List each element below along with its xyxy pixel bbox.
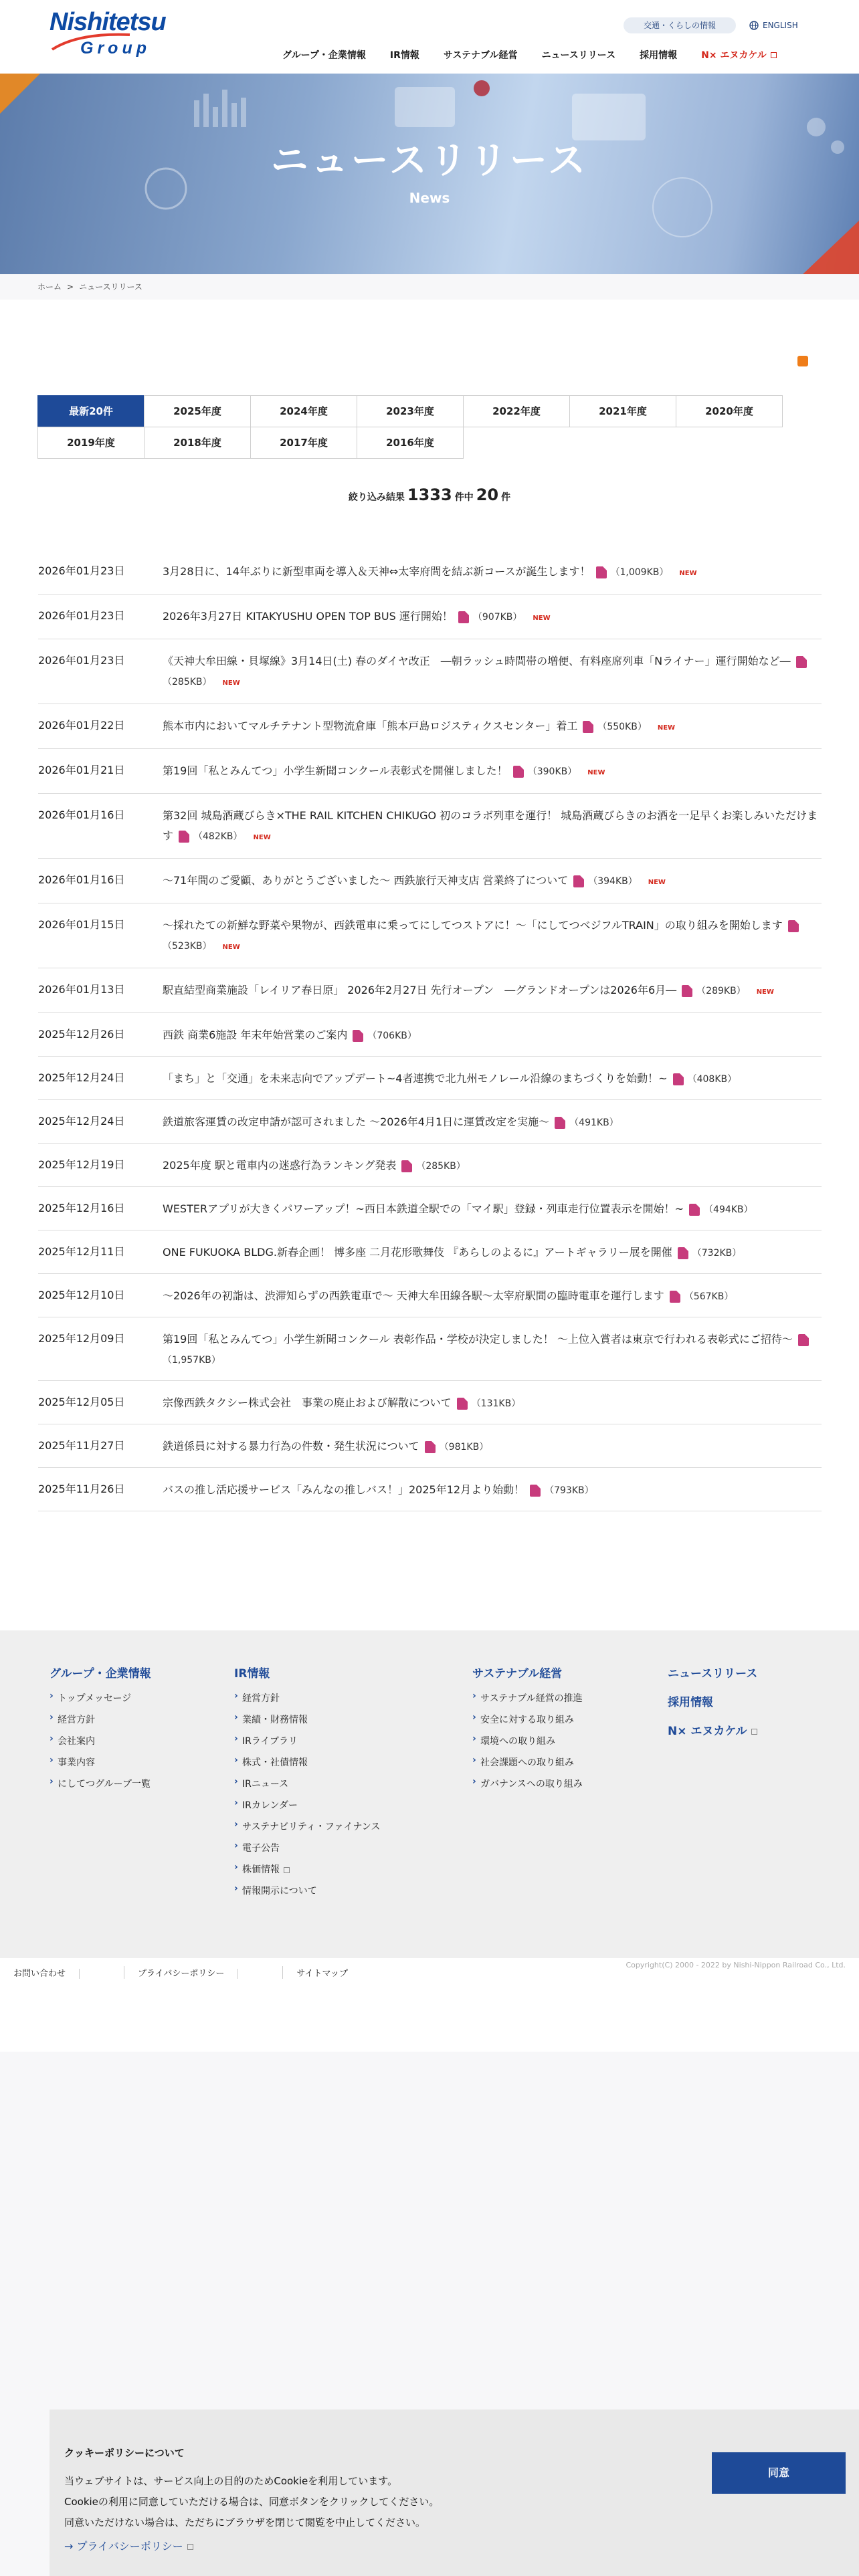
- external-link-icon: [84, 1971, 110, 1977]
- new-badge: NEW: [587, 769, 605, 776]
- globe-icon: [749, 21, 759, 30]
- external-link-icon: [242, 1971, 269, 1977]
- stock-label: 株価情報: [242, 1864, 280, 1875]
- news-item: [38, 1317, 822, 1381]
- file-size: （793KB）: [545, 1485, 594, 1496]
- nav-recruit[interactable]: 採用情報: [640, 50, 678, 61]
- news-title-link[interactable]: ONE FUKUOKA BLDG.新春企画！ 博多座 二月花形歌舞伎 『あらしのよるに』アートギャラリー展を開催: [163, 1246, 672, 1259]
- tab-2017[interactable]: 2017年度: [250, 427, 357, 459]
- english-link[interactable]: [749, 17, 798, 33]
- news-body: [163, 806, 822, 848]
- pdf-icon: [796, 656, 807, 668]
- pdf-icon: [401, 1160, 412, 1172]
- year-tabs: [38, 396, 783, 459]
- footer-link[interactable]: › 経営方針: [50, 1713, 151, 1726]
- nav-news[interactable]: ニュースリリース: [541, 50, 616, 61]
- file-size: （482KB）: [193, 831, 243, 842]
- footer-sitemap: [0, 1630, 859, 1958]
- new-badge: NEW: [756, 988, 774, 996]
- site-header: [0, 0, 859, 74]
- news-date: 2026年01月15日: [38, 918, 125, 931]
- breadcrumb-home[interactable]: ホーム: [37, 282, 62, 292]
- pdf-icon: [673, 1073, 684, 1085]
- footer-link[interactable]: › 社会課題への取り組み: [472, 1755, 583, 1769]
- news-date: 2025年11月26日: [38, 1483, 125, 1495]
- result-total: 1333: [407, 486, 452, 504]
- new-badge: NEW: [533, 615, 551, 622]
- footer-link[interactable]: › 事業内容: [50, 1755, 151, 1769]
- result-shown: 20: [476, 486, 499, 504]
- file-size: （1,009KB）: [610, 567, 669, 578]
- cookie-privacy-link[interactable]: [64, 2538, 193, 2553]
- file-size: （390KB）: [527, 766, 577, 777]
- tab-2018[interactable]: 2018年度: [144, 427, 251, 459]
- news-date: 2026年01月13日: [38, 983, 125, 996]
- footer-link[interactable]: › 経営方針: [234, 1691, 380, 1705]
- news-item: [38, 1057, 822, 1100]
- new-badge: NEW: [648, 879, 666, 886]
- news-body: [163, 651, 822, 693]
- tab-2016[interactable]: 2016年度: [357, 427, 464, 459]
- tab-2023[interactable]: 2023年度: [357, 395, 464, 427]
- news-date: 2025年12月19日: [38, 1158, 125, 1171]
- news-date: 2025年12月10日: [38, 1289, 125, 1301]
- footer-link-stock[interactable]: [234, 1862, 380, 1876]
- file-size: （1,957KB）: [163, 1355, 221, 1366]
- copyright: Copyright(C) 2000 - 2022 by Nishi-Nippon Railroad Co., Ltd.: [626, 1961, 846, 1969]
- news-list: [38, 550, 822, 1511]
- news-item: [38, 1144, 822, 1187]
- news-title-link[interactable]: 《天神大牟田線・貝塚線》3月14日(土) 春のダイヤ改正 ―朝ラッシュ時間帯の増便、有料座席列車「Nライナー」運行開始など―: [163, 655, 791, 667]
- news-date: 2025年12月24日: [38, 1071, 125, 1084]
- pdf-icon: [788, 920, 799, 932]
- news-date: 2025年12月11日: [38, 1245, 125, 1258]
- tab-2022[interactable]: 2022年度: [463, 395, 570, 427]
- news-body: [163, 1199, 822, 1220]
- news-item: [38, 968, 822, 1013]
- pdf-icon: [670, 1291, 680, 1303]
- news-item: [38, 704, 822, 749]
- news-date: 2026年01月22日: [38, 719, 125, 732]
- nishitetsu-logo[interactable]: [50, 8, 183, 66]
- news-date: 2025年12月24日: [38, 1115, 125, 1128]
- cookie-line: 当ウェブサイトは、サービス向上の目的のためCookieを利用しています。: [64, 2475, 398, 2487]
- news-title-link[interactable]: 2026年3月27日 KITAKYUSHU OPEN TOP BUS 運行開始！: [163, 610, 453, 623]
- nav-nkakeru[interactable]: [701, 48, 777, 62]
- footer-link[interactable]: › サステナブル経営の推進: [472, 1691, 583, 1705]
- new-badge: NEW: [657, 724, 676, 732]
- cookie-title: クッキーポリシーについて: [64, 2447, 185, 2459]
- sitemap-link[interactable]: サイトマップ: [296, 1969, 348, 1979]
- news-body: [163, 1156, 822, 1176]
- new-badge: NEW: [222, 944, 240, 951]
- news-body: [163, 871, 822, 893]
- external-link-icon: [771, 52, 777, 58]
- privacy-label: プライバシーポリシー: [138, 1969, 238, 1979]
- news-title-link[interactable]: ～2026年の初詣は、渋滞知らずの西鉄電車で～ 天神大牟田線各駅～太宰府駅間の臨時電車を運行します: [163, 1289, 664, 1302]
- cookie-privacy-label: プライバシーポリシー: [76, 2540, 183, 2553]
- news-date: 2025年12月26日: [38, 1028, 125, 1041]
- news-title-link[interactable]: 2025年度 駅と電車内の迷惑行為ランキング発表: [163, 1159, 397, 1172]
- nkakeru-label: N× エヌカケル: [668, 1725, 747, 1738]
- news-body: [163, 1393, 822, 1414]
- news-item: [38, 639, 822, 704]
- english-label: ENGLISH: [763, 21, 798, 30]
- pdf-icon: [530, 1485, 541, 1497]
- hero-subtitle: News: [409, 190, 450, 206]
- news-date: 2026年01月16日: [38, 809, 125, 821]
- pdf-icon: [457, 1398, 468, 1410]
- nav-group-info[interactable]: グループ・企業情報: [282, 50, 366, 61]
- footer-bar-links: [13, 1966, 361, 1979]
- pdf-icon: [179, 831, 189, 843]
- file-size: （981KB）: [439, 1442, 489, 1453]
- footer-link[interactable]: › IRカレンダー: [234, 1798, 380, 1812]
- footer-link[interactable]: › 安全に対する取り組み: [472, 1713, 583, 1726]
- news-body: [163, 1436, 822, 1457]
- footer-ir-title[interactable]: IR情報: [234, 1667, 270, 1681]
- news-date: 2025年11月27日: [38, 1439, 125, 1452]
- footer-bar: [0, 1958, 859, 2052]
- news-body: [163, 916, 822, 958]
- footer-col-other: [668, 1664, 757, 1750]
- footer-col-sustainability: [472, 1664, 583, 1798]
- news-title-link[interactable]: ～採れたての新鮮な野菜や果物が、西鉄電車に乗ってにしてつストアに！～「にしてつベジフルTRAIN」の取り組みを開始します: [163, 919, 783, 932]
- news-date: 2026年01月23日: [38, 654, 125, 667]
- footer-link[interactable]: › ガバナンスへの取り組み: [472, 1777, 583, 1790]
- tab-2019[interactable]: 2019年度: [37, 427, 145, 459]
- news-body: [163, 1069, 822, 1089]
- agree-button[interactable]: 同意: [712, 2452, 846, 2494]
- pdf-icon: [583, 721, 593, 733]
- news-title-link[interactable]: 第32回 城島酒蔵びらき×THE RAIL KITCHEN CHIKUGO 初のコラボ列車を運行！ 城島酒蔵びらきのお酒を一足早くお楽しみいただけます: [163, 809, 818, 842]
- result-prefix: 絞り込み結果: [348, 492, 405, 503]
- news-item: [38, 859, 822, 903]
- news-title-link[interactable]: 鉄道係員に対する暴力行為の件数・発生状況について: [163, 1440, 419, 1453]
- footer-sus-title[interactable]: サステナブル経営: [472, 1667, 563, 1681]
- breadcrumb-current: ニュースリリース: [79, 282, 142, 292]
- file-size: （706KB）: [367, 1031, 417, 1041]
- contact-link[interactable]: [13, 1966, 124, 1979]
- news-body: [163, 562, 822, 584]
- rss-icon[interactable]: [797, 356, 808, 366]
- footer-link[interactable]: › サステナビリティ・ファイナンス: [234, 1820, 380, 1833]
- new-badge: NEW: [222, 679, 240, 687]
- news-body: [163, 607, 822, 629]
- news-title-link[interactable]: WESTERアプリが大きくパワーアップ！~西日本鉄道全駅での「マイ駅」登録・列車走行位置表示を開始！~: [163, 1202, 684, 1215]
- news-item: [38, 1013, 822, 1057]
- tab-latest[interactable]: 最新20件: [37, 395, 145, 427]
- news-date: 2025年12月09日: [38, 1332, 125, 1345]
- news-date: 2026年01月23日: [38, 564, 125, 577]
- nav-sustainability[interactable]: サステナブル経営: [443, 50, 518, 61]
- news-title-link[interactable]: 駅直結型商業施設「レイリア春日原」 2026年2月27日 先行オープン ―グランドオープンは2026年6月―: [163, 984, 677, 996]
- file-size: （732KB）: [692, 1248, 742, 1259]
- new-badge: NEW: [679, 570, 697, 577]
- filter-result: [0, 486, 859, 504]
- footer-link[interactable]: › 環境への取り組み: [472, 1734, 583, 1747]
- pdf-icon: [689, 1204, 700, 1216]
- result-mid: 件中: [454, 492, 474, 503]
- pdf-icon: [596, 566, 607, 578]
- contact-label: お問い合わせ: [13, 1969, 80, 1979]
- global-nav: [270, 48, 789, 62]
- file-size: （550KB）: [597, 722, 647, 732]
- news-body: [163, 980, 822, 1002]
- footer-link[interactable]: › 電子公告: [234, 1841, 380, 1854]
- tab-2021[interactable]: 2021年度: [569, 395, 676, 427]
- news-body: [163, 1286, 822, 1307]
- pdf-icon: [678, 1247, 688, 1259]
- file-size: （494KB）: [704, 1204, 753, 1215]
- file-size: （131KB）: [471, 1398, 521, 1409]
- logo-group: Group: [80, 39, 151, 58]
- hero-title: ニュースリリース: [270, 139, 589, 183]
- pdf-icon: [682, 985, 692, 997]
- news-item: [38, 794, 822, 859]
- news-item: [38, 749, 822, 794]
- new-badge: NEW: [253, 834, 271, 841]
- external-link-icon: [284, 1867, 290, 1873]
- cookie-banner: [50, 2409, 859, 2576]
- footer-group-title[interactable]: グループ・企業情報: [50, 1667, 151, 1681]
- logo-wordmark: Nishitetsu: [50, 8, 166, 36]
- news-item: [38, 1230, 822, 1274]
- breadcrumb: [37, 281, 148, 292]
- news-title-link[interactable]: 鉄道旅客運賃の改定申請が認可されました ～2026年4月1日に運賃改定を実施～: [163, 1115, 550, 1128]
- news-title-link[interactable]: 熊本市内においてマルチテナント型物流倉庫「熊本戸島ロジスティクスセンター」着工: [163, 720, 578, 732]
- footer-link[interactable]: › トップメッセージ: [50, 1691, 151, 1705]
- file-size: （408KB）: [687, 1074, 737, 1085]
- news-title-link[interactable]: 第19回「私とみんてつ」小学生新聞コンクール 表彰作品・学校が決定しました！ ～上位入賞者は東京で行われる表彰式にご招待～: [163, 1333, 793, 1346]
- nav-ir[interactable]: IR情報: [389, 50, 419, 61]
- pdf-icon: [798, 1334, 809, 1346]
- footer-recruit-link[interactable]: 採用情報: [668, 1696, 713, 1709]
- news-item: [38, 1424, 822, 1468]
- pdf-icon: [573, 875, 584, 887]
- news-date: 2025年12月16日: [38, 1202, 125, 1214]
- hero-banner: [0, 74, 859, 274]
- news-item: [38, 903, 822, 968]
- footer-link[interactable]: › IRニュース: [234, 1777, 380, 1790]
- footer-link[interactable]: › 会社案内: [50, 1734, 151, 1747]
- news-date: 2026年01月23日: [38, 609, 125, 622]
- cookie-body: [64, 2471, 439, 2533]
- arrow-right-icon: →: [64, 2540, 77, 2553]
- external-link-icon: [751, 1729, 757, 1735]
- file-size: （285KB）: [416, 1161, 466, 1172]
- news-date: 2026年01月16日: [38, 873, 125, 886]
- news-item: [38, 1100, 822, 1144]
- news-body: [163, 716, 822, 738]
- news-title-link[interactable]: 第19回「私とみんてつ」小学生新聞コンクール表彰式を開催しました！: [163, 764, 508, 777]
- privacy-link[interactable]: [124, 1966, 283, 1979]
- transport-life-link[interactable]: 交通・くらしの情報: [624, 17, 736, 33]
- file-size: （491KB）: [569, 1117, 619, 1128]
- news-title-link[interactable]: バスの推し活応援サービス「みんなの推しバス！」2025年12月より始動！: [163, 1483, 525, 1496]
- footer-col-group: [50, 1664, 151, 1798]
- news-title-link[interactable]: 宗像西鉄タクシー株式会社 事業の廃止および解散について: [163, 1396, 452, 1409]
- pdf-icon: [458, 611, 469, 623]
- footer-link[interactable]: › 業績・財務情報: [234, 1713, 380, 1726]
- cookie-line: Cookieの利用に同意していただける場合は、同意ボタンをクリックしてください。: [64, 2496, 440, 2508]
- file-size: （567KB）: [684, 1291, 734, 1302]
- news-body: [163, 1112, 822, 1133]
- footer-link[interactable]: › IRライブラリ: [234, 1734, 380, 1747]
- file-size: （394KB）: [588, 876, 638, 887]
- news-date: 2025年12月05日: [38, 1396, 125, 1408]
- news-date: 2026年01月21日: [38, 764, 125, 776]
- tab-2025[interactable]: 2025年度: [144, 395, 251, 427]
- footer-news-link[interactable]: ニュースリリース: [668, 1667, 758, 1681]
- news-title-link[interactable]: 西鉄 商業6施設 年末年始営業のご案内: [163, 1029, 348, 1041]
- news-item: [38, 1381, 822, 1424]
- footer-link[interactable]: › 情報開示について: [234, 1884, 380, 1897]
- file-size: （523KB）: [163, 941, 212, 952]
- news-title-link[interactable]: 「まち」と「交通」を未来志向でアップデート~4者連携で北九州モノレール沿線のまちづくりを始動！~: [163, 1072, 668, 1085]
- news-item: [38, 1468, 822, 1511]
- footer-col-ir: [234, 1664, 380, 1905]
- news-title-link[interactable]: 3月28日に、14年ぶりに新型車両を導入＆天神⇔太宰府間を結ぶ新コースが誕生します！: [163, 565, 591, 578]
- news-title-link[interactable]: ～71年間のご愛顧、ありがとうございました～ 西鉄旅行天神支店 営業終了について: [163, 874, 569, 887]
- cookie-line: 同意いただけない場合は、ただちにブラウザを閉じて閲覧を中止してください。: [64, 2516, 426, 2529]
- footer-link[interactable]: › にしてつグループ一覧: [50, 1777, 151, 1790]
- news-body: [163, 1480, 822, 1501]
- news-body: [163, 761, 822, 783]
- result-suffix: 件: [501, 492, 511, 503]
- file-size: （907KB）: [472, 612, 522, 623]
- news-body: [163, 1025, 822, 1046]
- news-body: [163, 1329, 822, 1370]
- nav-nkakeru-label: N× エヌカケル: [701, 50, 767, 61]
- pdf-icon: [353, 1030, 363, 1042]
- pdf-icon: [513, 766, 524, 778]
- external-link-icon: [187, 2544, 193, 2550]
- pdf-icon: [555, 1117, 565, 1129]
- breadcrumb-sep: >: [67, 282, 74, 292]
- tab-2024[interactable]: 2024年度: [250, 395, 357, 427]
- footer-link[interactable]: › 株式・社債情報: [234, 1755, 380, 1769]
- news-item: [38, 1274, 822, 1317]
- news-item: [38, 550, 822, 595]
- file-size: （289KB）: [696, 986, 746, 996]
- news-body: [163, 1243, 822, 1263]
- news-content: [0, 300, 859, 1630]
- news-item: [38, 595, 822, 639]
- footer-nkakeru-link[interactable]: [668, 1721, 757, 1738]
- pdf-icon: [425, 1441, 436, 1453]
- news-item: [38, 1187, 822, 1230]
- file-size: （285KB）: [163, 677, 212, 687]
- tab-2020[interactable]: 2020年度: [676, 395, 783, 427]
